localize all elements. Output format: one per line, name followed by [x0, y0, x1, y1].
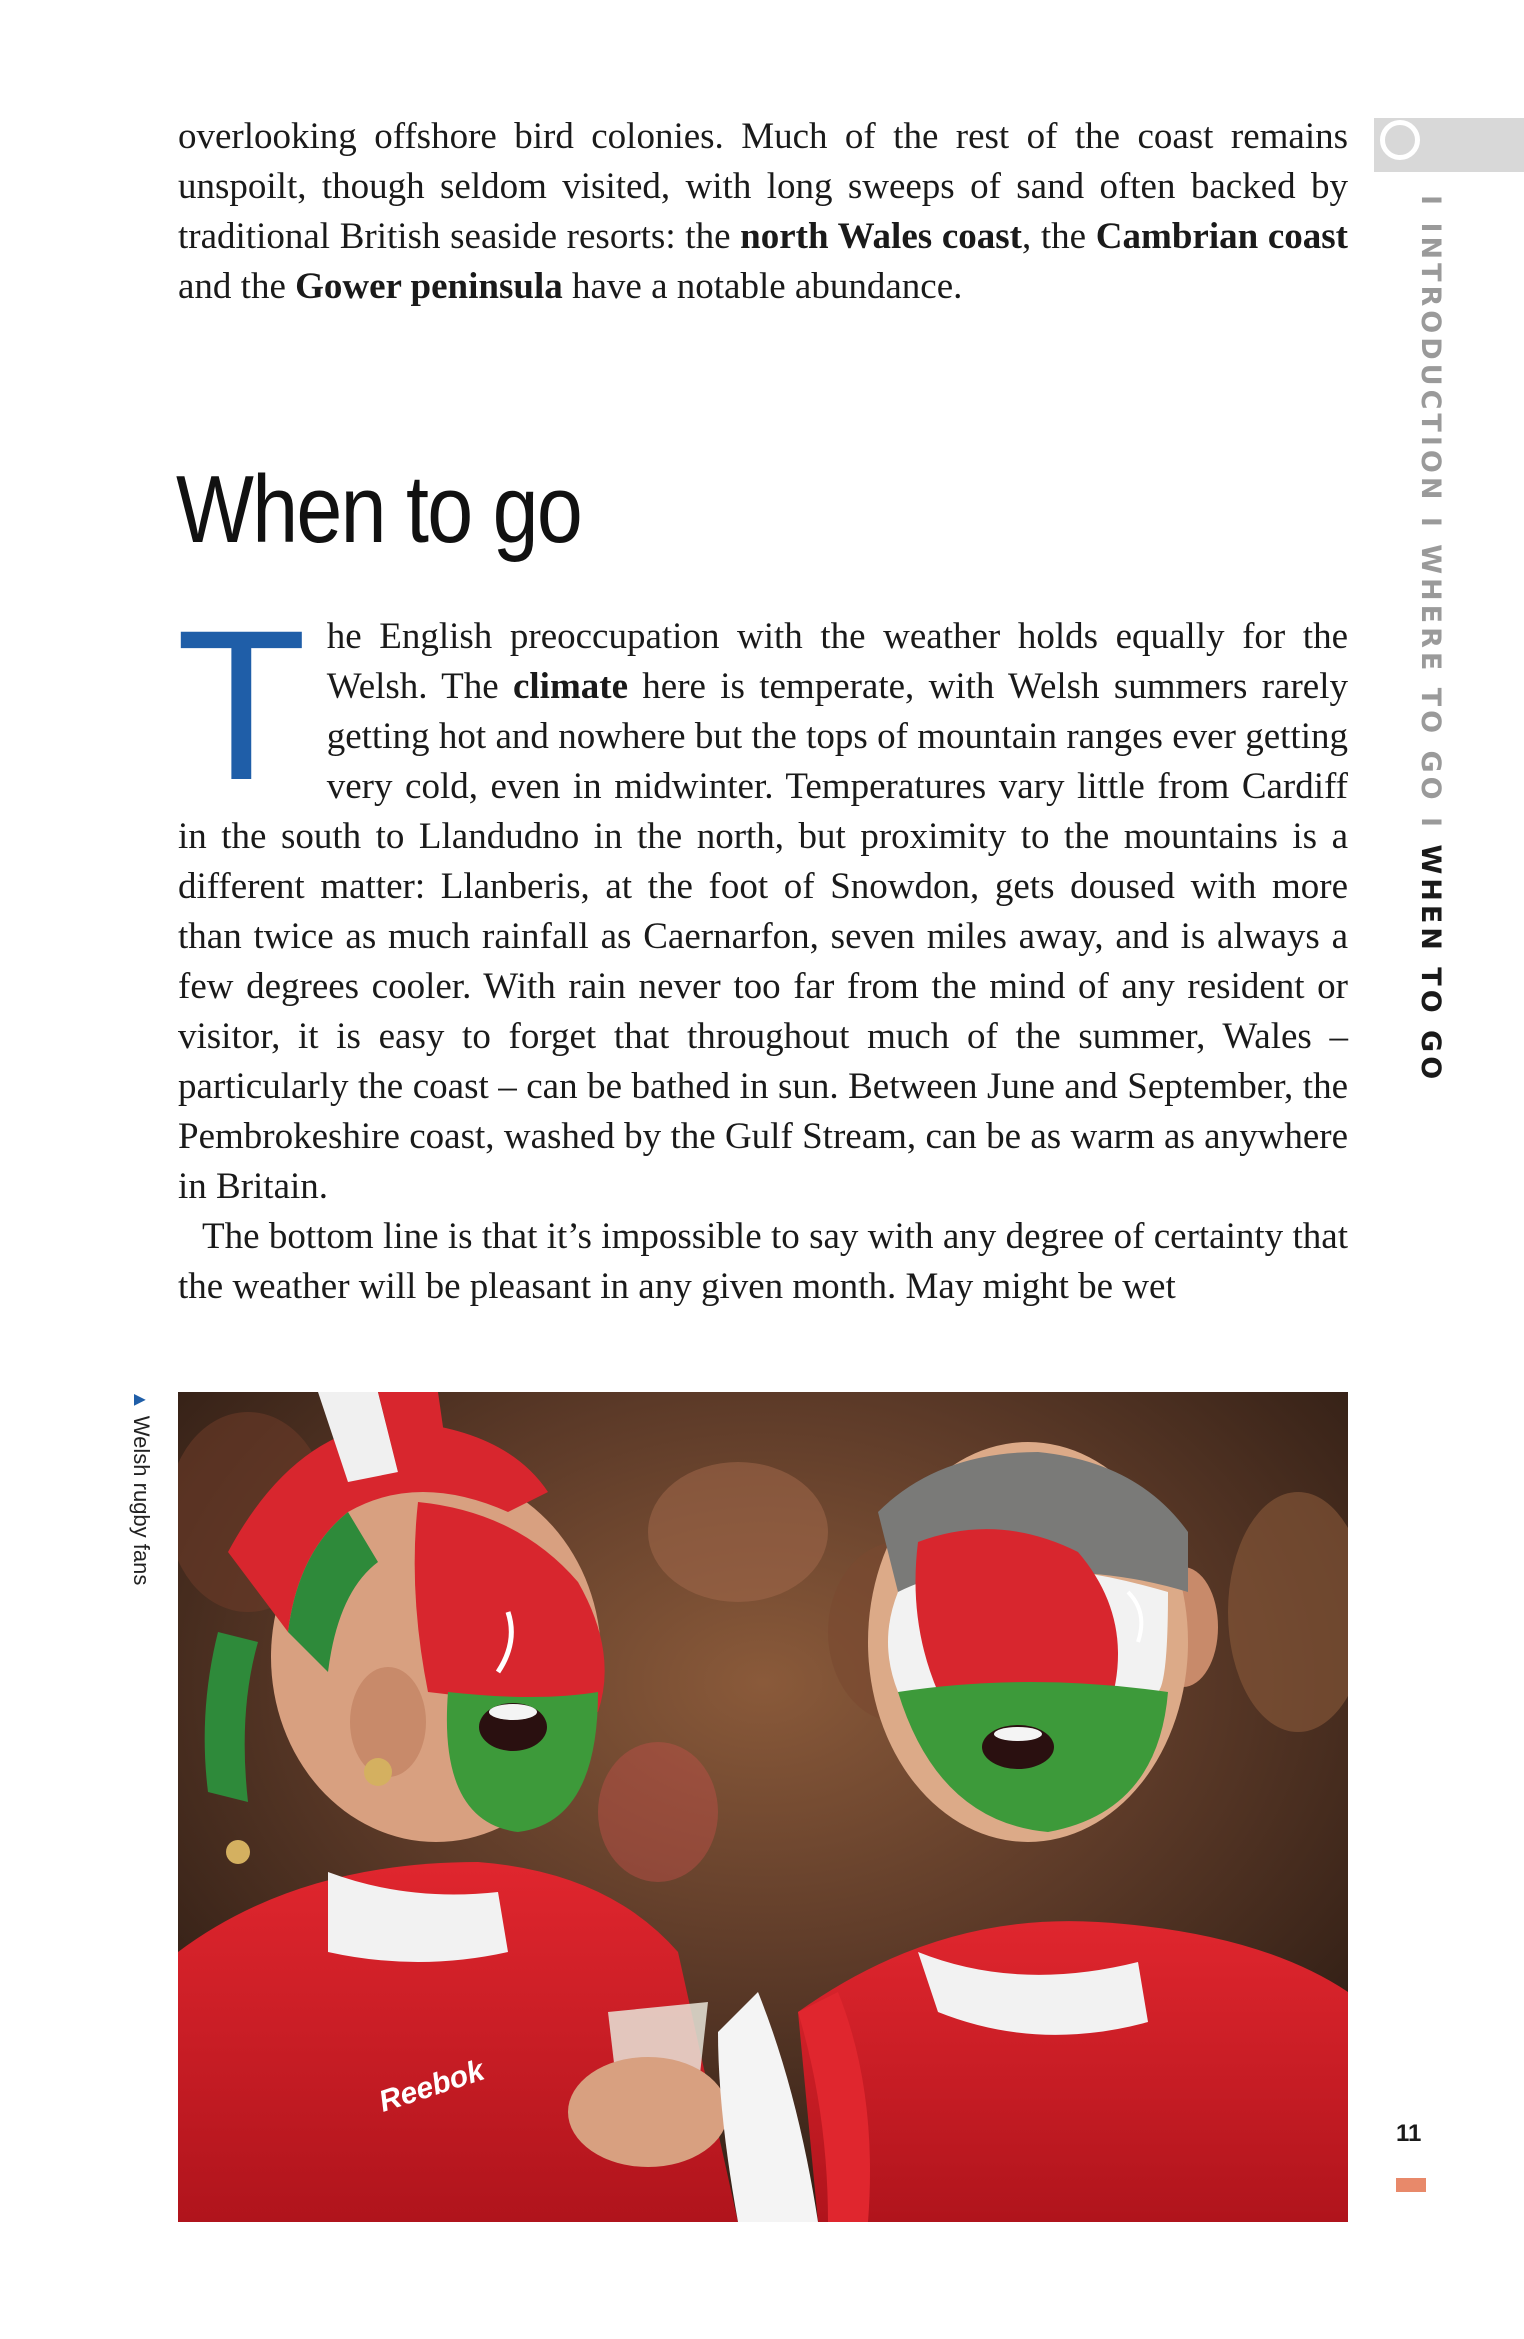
running-head — [1415, 195, 1446, 1083]
section-heading: When to go — [176, 456, 582, 563]
climate-text: here is temperate, with Welsh summers rarely getting hot and nowhere but the tops of mountain ranges ever getting very cold, even in midwinter. Temperatures vary little from Cardiff in the south to Llandudno in the north, but proximity to the mountains is a different matter: Llanberis, at the foot of Snowdon, gets doused with more than twice as much rainfall as Caernarfon, seven miles away, and is always a few degrees cooler. With rain never too far from the mind of any resident or visitor, it is easy to forget that throughout much of the summer, Wales – particularly the coast – can be bathed in sun. Between June and September, the Pembrokeshire coast, washed by the Gulf Stream, can be as warm as anywhere in Britain. — [178, 666, 1348, 1207]
tab-circle-icon — [1380, 120, 1420, 160]
intro-paragraph — [178, 112, 1348, 312]
rugby-fans-photo — [178, 1392, 1348, 2222]
page-number: 11 — [1396, 2120, 1422, 2147]
running-head-current: WHEN TO GO — [1415, 844, 1446, 1084]
bold-climate: climate — [512, 666, 629, 707]
bold-cambrian-coast: Cambrian coast — [1095, 216, 1349, 257]
caption-text: Welsh rugby fans — [129, 1415, 154, 1586]
climate-text: he English preoccupation with the weather holds equally for the Welsh. The — [326, 616, 1348, 707]
drop-cap: T — [176, 586, 307, 825]
climate-paragraph — [176, 586, 1348, 1212]
caption-arrow-icon: ▲ — [129, 1390, 151, 1410]
intro-text: overlooking offshore bird colonies. Much of the rest of the coast remains unspoilt, though seldom visited, with long sweeps of sand often backed by traditional British seaside resorts: the — [178, 116, 1348, 257]
page-marker — [1396, 2178, 1426, 2192]
intro-text: and the — [178, 266, 296, 307]
running-head-path: I INTRODUCTION I WHERE TO GO I — [1415, 195, 1446, 845]
photo-caption — [128, 1390, 154, 1585]
weather-paragraph: The bottom line is that it’s impossible to say with any degree of certainty that the weather will be pleasant in any given month. May might be wet — [178, 1216, 1348, 1307]
shirt-logo: Reebok — [374, 2053, 489, 2119]
bold-gower-peninsula: Gower peninsula — [295, 266, 563, 307]
intro-text: have a notable abundance. — [562, 266, 963, 307]
intro-text: , the — [1021, 216, 1096, 257]
bold-north-wales-coast: north Wales coast — [740, 216, 1022, 257]
